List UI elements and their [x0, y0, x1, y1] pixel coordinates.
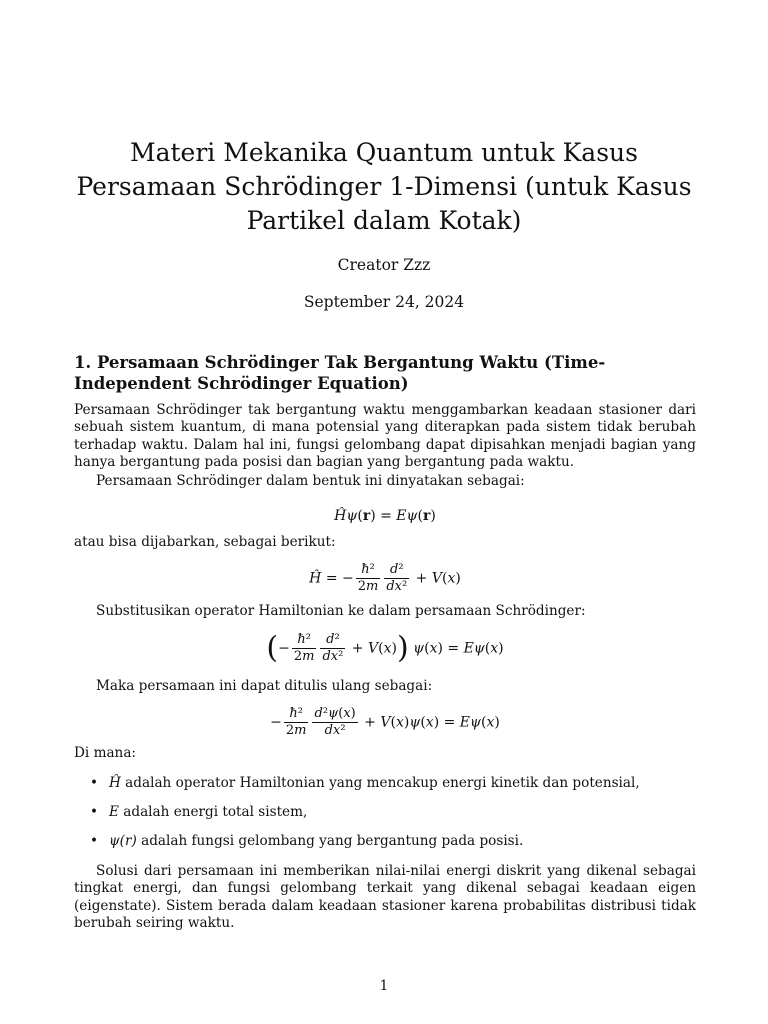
document-title: Materi Mekanika Quantum untuk Kasus Persamaan Schrödinger 1-Dimensi (untuk Kasus Partikel dalam Kotak) — [76, 138, 692, 235]
list-item-text: adalah energi total sistem, — [118, 804, 308, 820]
bullet-icon: • — [90, 804, 99, 820]
list-item-symbol: ψ(r) — [109, 833, 137, 849]
intro-paragraph: Persamaan Schrödinger tak bergantung waktu menggambarkan keadaan stasioner dari sebuah sistem kuantum, di mana potensial yang diterapkan pada sistem tidak berubah terhadap waktu. Dalam hal ini, fungsi gelombang dapat dipisahkan menjadi bagian yang hanya bergantung pada posisi dan bagian yang bergantung pada waktu. — [74, 402, 696, 471]
equation-1: Ĥψ(r) = Eψ(r) — [334, 508, 436, 524]
list-item-symbol: E — [109, 804, 119, 820]
page-number: 1 — [379, 978, 389, 994]
conclusion-paragraph: Solusi dari persamaan ini memberikan nilai-nilai energi diskrit yang dikenal sebagai tingkat energi, dan fungsi gelombang terkait yang dikenal sebagai keadaan eigen (eigenstate). Sistem berada dalam keadaan stasioner karena probabilitas distribusi tidak berubah seiring waktu. — [74, 863, 696, 932]
equation-3: (− $\frac{\text{ħ²}}{2m}$ $\frac{\text{d²}}{\text{dx²}}$ + V(x)) ψ(x) = Eψ(x) — [266, 630, 504, 666]
where-label: Di mana: — [74, 745, 137, 761]
list-item — [74, 801, 696, 830]
expand-paragraph: atau bisa dijabarkan, sebagai berikut: — [74, 534, 336, 550]
rewrite-paragraph: Maka persamaan ini dapat ditulis ulang sebagai: — [96, 678, 433, 694]
list-item — [74, 830, 696, 859]
document-author: Creator Zzz — [337, 256, 431, 274]
equation-4: − $\frac{\text{ħ²}}{2m}$ $\frac{\text{d²ψ(x)}}{\text{dx²}}$ + V(x)ψ(x) = Eψ(x) — [270, 706, 500, 738]
statement-paragraph: Persamaan Schrödinger dalam bentuk ini dinyatakan sebagai: — [96, 473, 525, 489]
section-heading: 1. Persamaan Schrödinger Tak Bergantung Waktu (Time-Independent Schrödinger Equation) — [74, 353, 606, 393]
bullet-icon: • — [90, 775, 99, 791]
definition-list — [74, 772, 696, 859]
substitute-paragraph: Substitusikan operator Hamiltonian ke dalam persamaan Schrödinger: — [96, 603, 586, 619]
list-item — [74, 772, 696, 801]
list-item-text: adalah operator Hamiltonian yang mencakup energi kinetik dan potensial, — [120, 775, 640, 791]
bullet-icon: • — [90, 833, 99, 849]
document-date: September 24, 2024 — [303, 293, 465, 311]
equation-2: Ĥ = − $\frac{\text{ħ²}}{2m}$ $\frac{\text{d²}}{\text{dx²}}$ + V(x) — [309, 562, 461, 594]
list-item-symbol: Ĥ — [109, 775, 121, 791]
list-item-text: adalah fungsi gelombang yang bergantung pada posisi. — [136, 833, 524, 849]
